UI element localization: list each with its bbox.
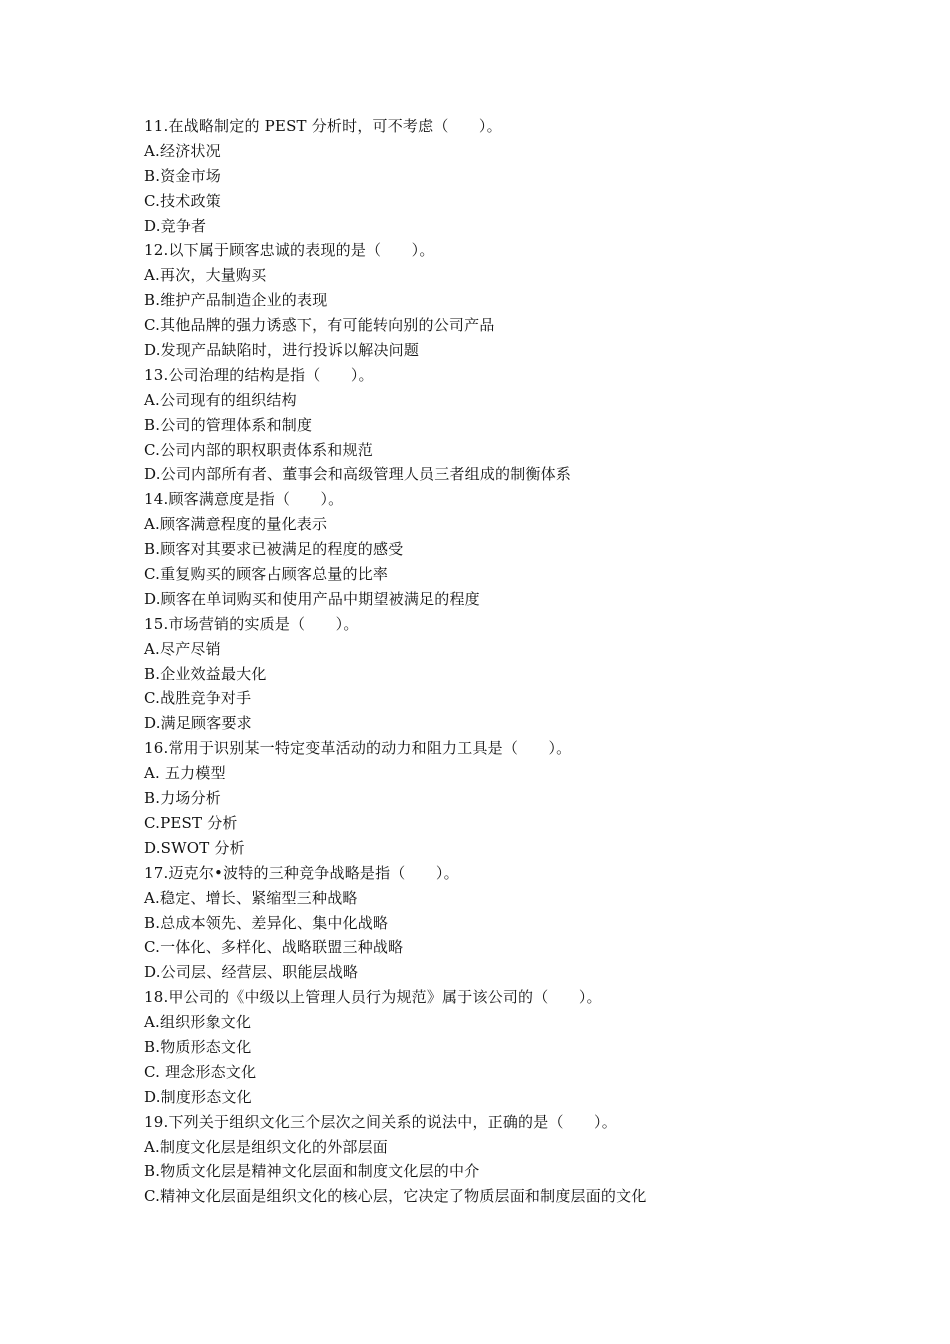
option: B.总成本领先、差异化、集中化战略: [144, 913, 389, 932]
option: D.公司内部所有者、董事会和高级管理人员三者组成的制衡体系: [144, 465, 572, 484]
option: B.维护产品制造企业的表现: [144, 291, 328, 310]
question-stem: 11.在战略制定的 PEST 分析时，可不考虑（ ）。: [144, 117, 502, 135]
option: D.满足顾客要求: [144, 714, 252, 733]
option: A.再次，大量购买: [144, 266, 267, 285]
question-list: [144, 114, 824, 1209]
option: D.公司层、经营层、职能层战略: [144, 963, 359, 982]
option: C.技术政策: [144, 191, 221, 210]
option: C.精神文化层面是组织文化的核心层，它决定了物质层面和制度层面的文化: [144, 1187, 647, 1206]
option: C.重复购买的顾客占顾客总量的比率: [144, 565, 389, 584]
option: C.战胜竞争对手: [144, 689, 252, 708]
option: B.企业效益最大化: [144, 664, 267, 683]
question-stem: 15.市场营销的实质是（ ）。: [144, 614, 359, 633]
option: C. 理念形态文化: [144, 1062, 257, 1081]
option: A.稳定、增长、紧缩型三种战略: [144, 888, 358, 907]
option: A.顾客满意程度的量化表示: [144, 515, 328, 534]
option: B.力场分析: [144, 789, 221, 808]
question-stem: 12.以下属于顾客忠诚的表现的是（ ）。: [144, 241, 435, 260]
option: D.制度形态文化: [144, 1087, 252, 1106]
option: C.一体化、多样化、战略联盟三种战略: [144, 938, 404, 957]
option: A. 五力模型: [144, 764, 226, 783]
question-stem: 17.迈克尔•波特的三种竞争战略是指（ ）。: [144, 863, 459, 882]
option: B.资金市场: [144, 166, 221, 185]
option: B.公司的管理体系和制度: [144, 415, 313, 434]
option: A.制度文化层是组织文化的外部层面: [144, 1137, 389, 1156]
option: A.经济状况: [144, 141, 221, 160]
option: D.顾客在单词购买和使用产品中期望被满足的程度: [144, 589, 480, 608]
option: B.物质形态文化: [144, 1037, 252, 1056]
option: C.PEST 分析: [144, 813, 238, 832]
option: B.物质文化层是精神文化层面和制度文化层的中介: [144, 1162, 480, 1181]
question-stem: 19.下列关于组织文化三个层次之间关系的说法中，正确的是（ ）。: [144, 1112, 617, 1131]
option: D.发现产品缺陷时，进行投诉以解决问题: [144, 341, 420, 360]
option: D.SWOT 分析: [144, 838, 245, 857]
option: C.公司内部的职权职责体系和规范: [144, 440, 373, 459]
question-stem: 16.常用于识别某一特定变革活动的动力和阻力工具是（ ）。: [144, 739, 572, 758]
question-stem: 18.甲公司的《中级以上管理人员行为规范》属于该公司的（ ）。: [144, 988, 602, 1007]
option: A.公司现有的组织结构: [144, 390, 297, 409]
option: C.其他品牌的强力诱惑下，有可能转向别的公司产品: [144, 316, 495, 335]
option: B.顾客对其要求已被满足的程度的感受: [144, 540, 404, 559]
option: A.组织形象文化: [144, 1013, 252, 1032]
option: A.尽产尽销: [144, 639, 221, 658]
question-stem: 14.顾客满意度是指（ ）。: [144, 490, 344, 509]
option: D.竞争者: [144, 216, 207, 235]
question-stem: 13.公司治理的结构是指（ ）。: [144, 365, 374, 384]
